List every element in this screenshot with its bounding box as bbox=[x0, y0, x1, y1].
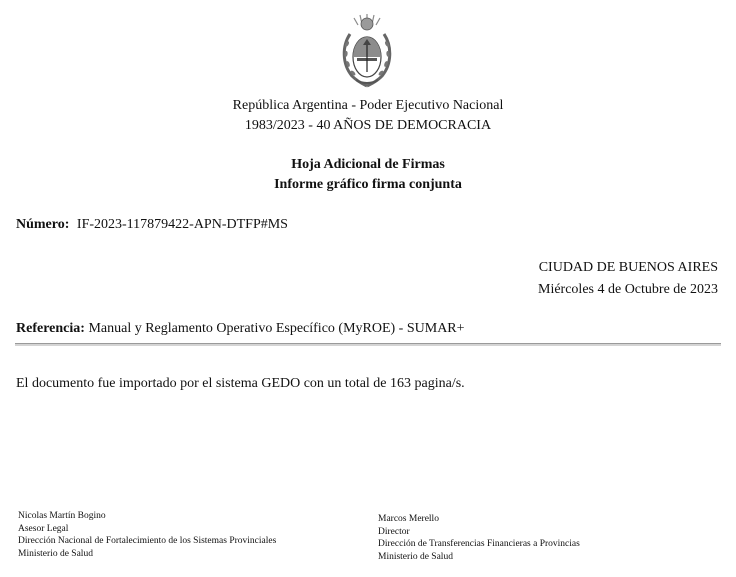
document-number-label: Número: bbox=[16, 217, 70, 232]
signer-role: Director bbox=[378, 526, 410, 537]
signer-office: Dirección de Transferencias Financieras a Provincias bbox=[378, 539, 580, 549]
place-city: CIUDAD DE BUENOS AIRES bbox=[538, 260, 718, 275]
document-subtitle: Informe gráfico firma conjunta bbox=[274, 177, 462, 192]
signer-block-1 bbox=[18, 510, 276, 560]
document-number-value: IF-2023-117879422-APN-DTFP#MS bbox=[76, 217, 288, 232]
signer-role: Asesor Legal bbox=[18, 523, 69, 534]
reference-value: Manual y Reglamento Operativo Específico (MyROE) - SUMAR+ bbox=[88, 321, 465, 336]
divider bbox=[15, 343, 721, 346]
reference-label: Referencia: bbox=[16, 321, 85, 336]
signer-name: Nicolas Martín Bogino bbox=[18, 511, 106, 521]
document-title: Hoja Adicional de Firmas bbox=[291, 157, 445, 172]
signer-name: Marcos Merello bbox=[378, 514, 439, 524]
coat-of-arms-icon bbox=[338, 12, 396, 90]
signer-block-2 bbox=[378, 513, 580, 563]
signer-office: Dirección Nacional de Fortalecimiento de los Sistemas Provinciales bbox=[18, 536, 277, 546]
header-line-republica: República Argentina - Poder Ejecutivo Nacional bbox=[232, 98, 504, 113]
header-line-democracia: 1983/2023 - 40 AÑOS DE DEMOCRACIA bbox=[244, 118, 492, 133]
body-text: El documento fue importado por el sistema GEDO con un total de 163 pagina/s. bbox=[16, 376, 465, 391]
reference bbox=[16, 320, 465, 338]
place-date: Miércoles 4 de Octubre de 2023 bbox=[538, 282, 718, 297]
signer-ministry: Ministerio de Salud bbox=[18, 548, 93, 559]
document-number bbox=[16, 216, 288, 234]
signer-ministry: Ministerio de Salud bbox=[378, 551, 453, 562]
